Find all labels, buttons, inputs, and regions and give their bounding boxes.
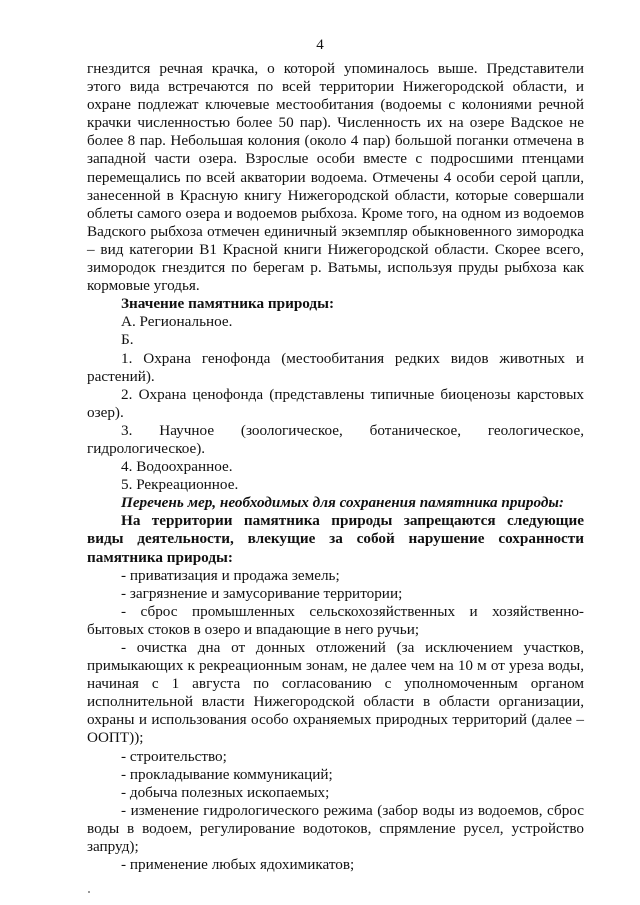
significance-item-2: 2. Охрана ценофонда (представлены типичные биоценозы карстовых озер). bbox=[87, 385, 584, 421]
measure-item: - приватизация и продажа земель; bbox=[121, 566, 340, 584]
measures-heading: Перечень мер, необходимых для сохранения памятника природы: bbox=[121, 494, 564, 512]
measure-item: - добыча полезных ископаемых; bbox=[121, 783, 330, 801]
scan-speck bbox=[88, 891, 90, 893]
measure-item: - изменение гидрологического режима (забор воды из водоемов, сброс воды в водоем, регулирование водотоков, спрямление русел, устройство запруд); bbox=[87, 801, 584, 856]
significance-item-5: 5. Рекреационное. bbox=[121, 476, 239, 494]
significance-item-a: А. Региональное. bbox=[121, 313, 233, 331]
measure-item: - прокладывание коммуникаций; bbox=[121, 765, 333, 783]
measure-item: - сброс промышленных сельскохозяйственных и хозяйственно-бытовых стоков в озеро и впадающие в него ручьи; bbox=[87, 602, 584, 638]
significance-item-3: 3. Научное (зоологическое, ботаническое, геологическое, гидрологическое). bbox=[87, 421, 584, 457]
significance-heading: Значение памятника природы: bbox=[121, 295, 335, 313]
significance-item-1: 1. Охрана генофонда (местообитания редких видов животных и растений). bbox=[87, 349, 584, 385]
intro-paragraph: гнездится речная крачка, о которой упоминалось выше. Представители этого вида встречаются по всей территории Нижегородской области, и охране подлежат ключевые местообитания (водоемы с колониями речной крачки численностью более 50 пар). Численность их на озере Вадское не более 8 пар. Небольшая колония (около 4 пар) большой поганки отмечена в западной части озера. Взрослые особи вместе с подросшими птенцами перемещались по всей акватории водоема. Отмечены 4 особи серой цапли, занесенной в Красную книгу Нижегородской области, которые совершали облеты самого озера и водоемов рыбхоза. Кроме того, на одном из водоемов Вадского рыбхоза отмечен единичный экземпляр обыкновенного зимородка – вид категории B1 Красной книги Нижегородской области. Скорее всего, зимородок гнездится по берегам р. Ватьмы, используя пруды рыбхоза как кормовые угодья. bbox=[87, 60, 584, 295]
measure-item: - применение любых ядохимикатов; bbox=[121, 856, 355, 874]
measure-item: - строительство; bbox=[121, 747, 227, 765]
significance-item-4: 4. Водоохранное. bbox=[121, 458, 233, 476]
measure-item: - очистка дна от донных отложений (за исключением участков, примыкающих к рекреационным зонам, не далее чем на 10 м от уреза воды, начиная с 1 августа по согласованию с уполномоченным органом исполнительной власти Нижегородской области в области организации, охраны и использования особо охраняемых природных территорий (далее – ООПТ)); bbox=[87, 639, 584, 747]
page-number: 4 bbox=[316, 37, 324, 53]
document-body bbox=[87, 60, 584, 874]
measure-item: - загрязнение и замусоривание территории; bbox=[121, 584, 403, 602]
prohibition-heading: На территории памятника природы запрещаются следующие виды деятельности, влекущие за собой нарушение сохранности памятника природы: bbox=[87, 512, 584, 566]
significance-item-b: Б. bbox=[121, 331, 134, 349]
